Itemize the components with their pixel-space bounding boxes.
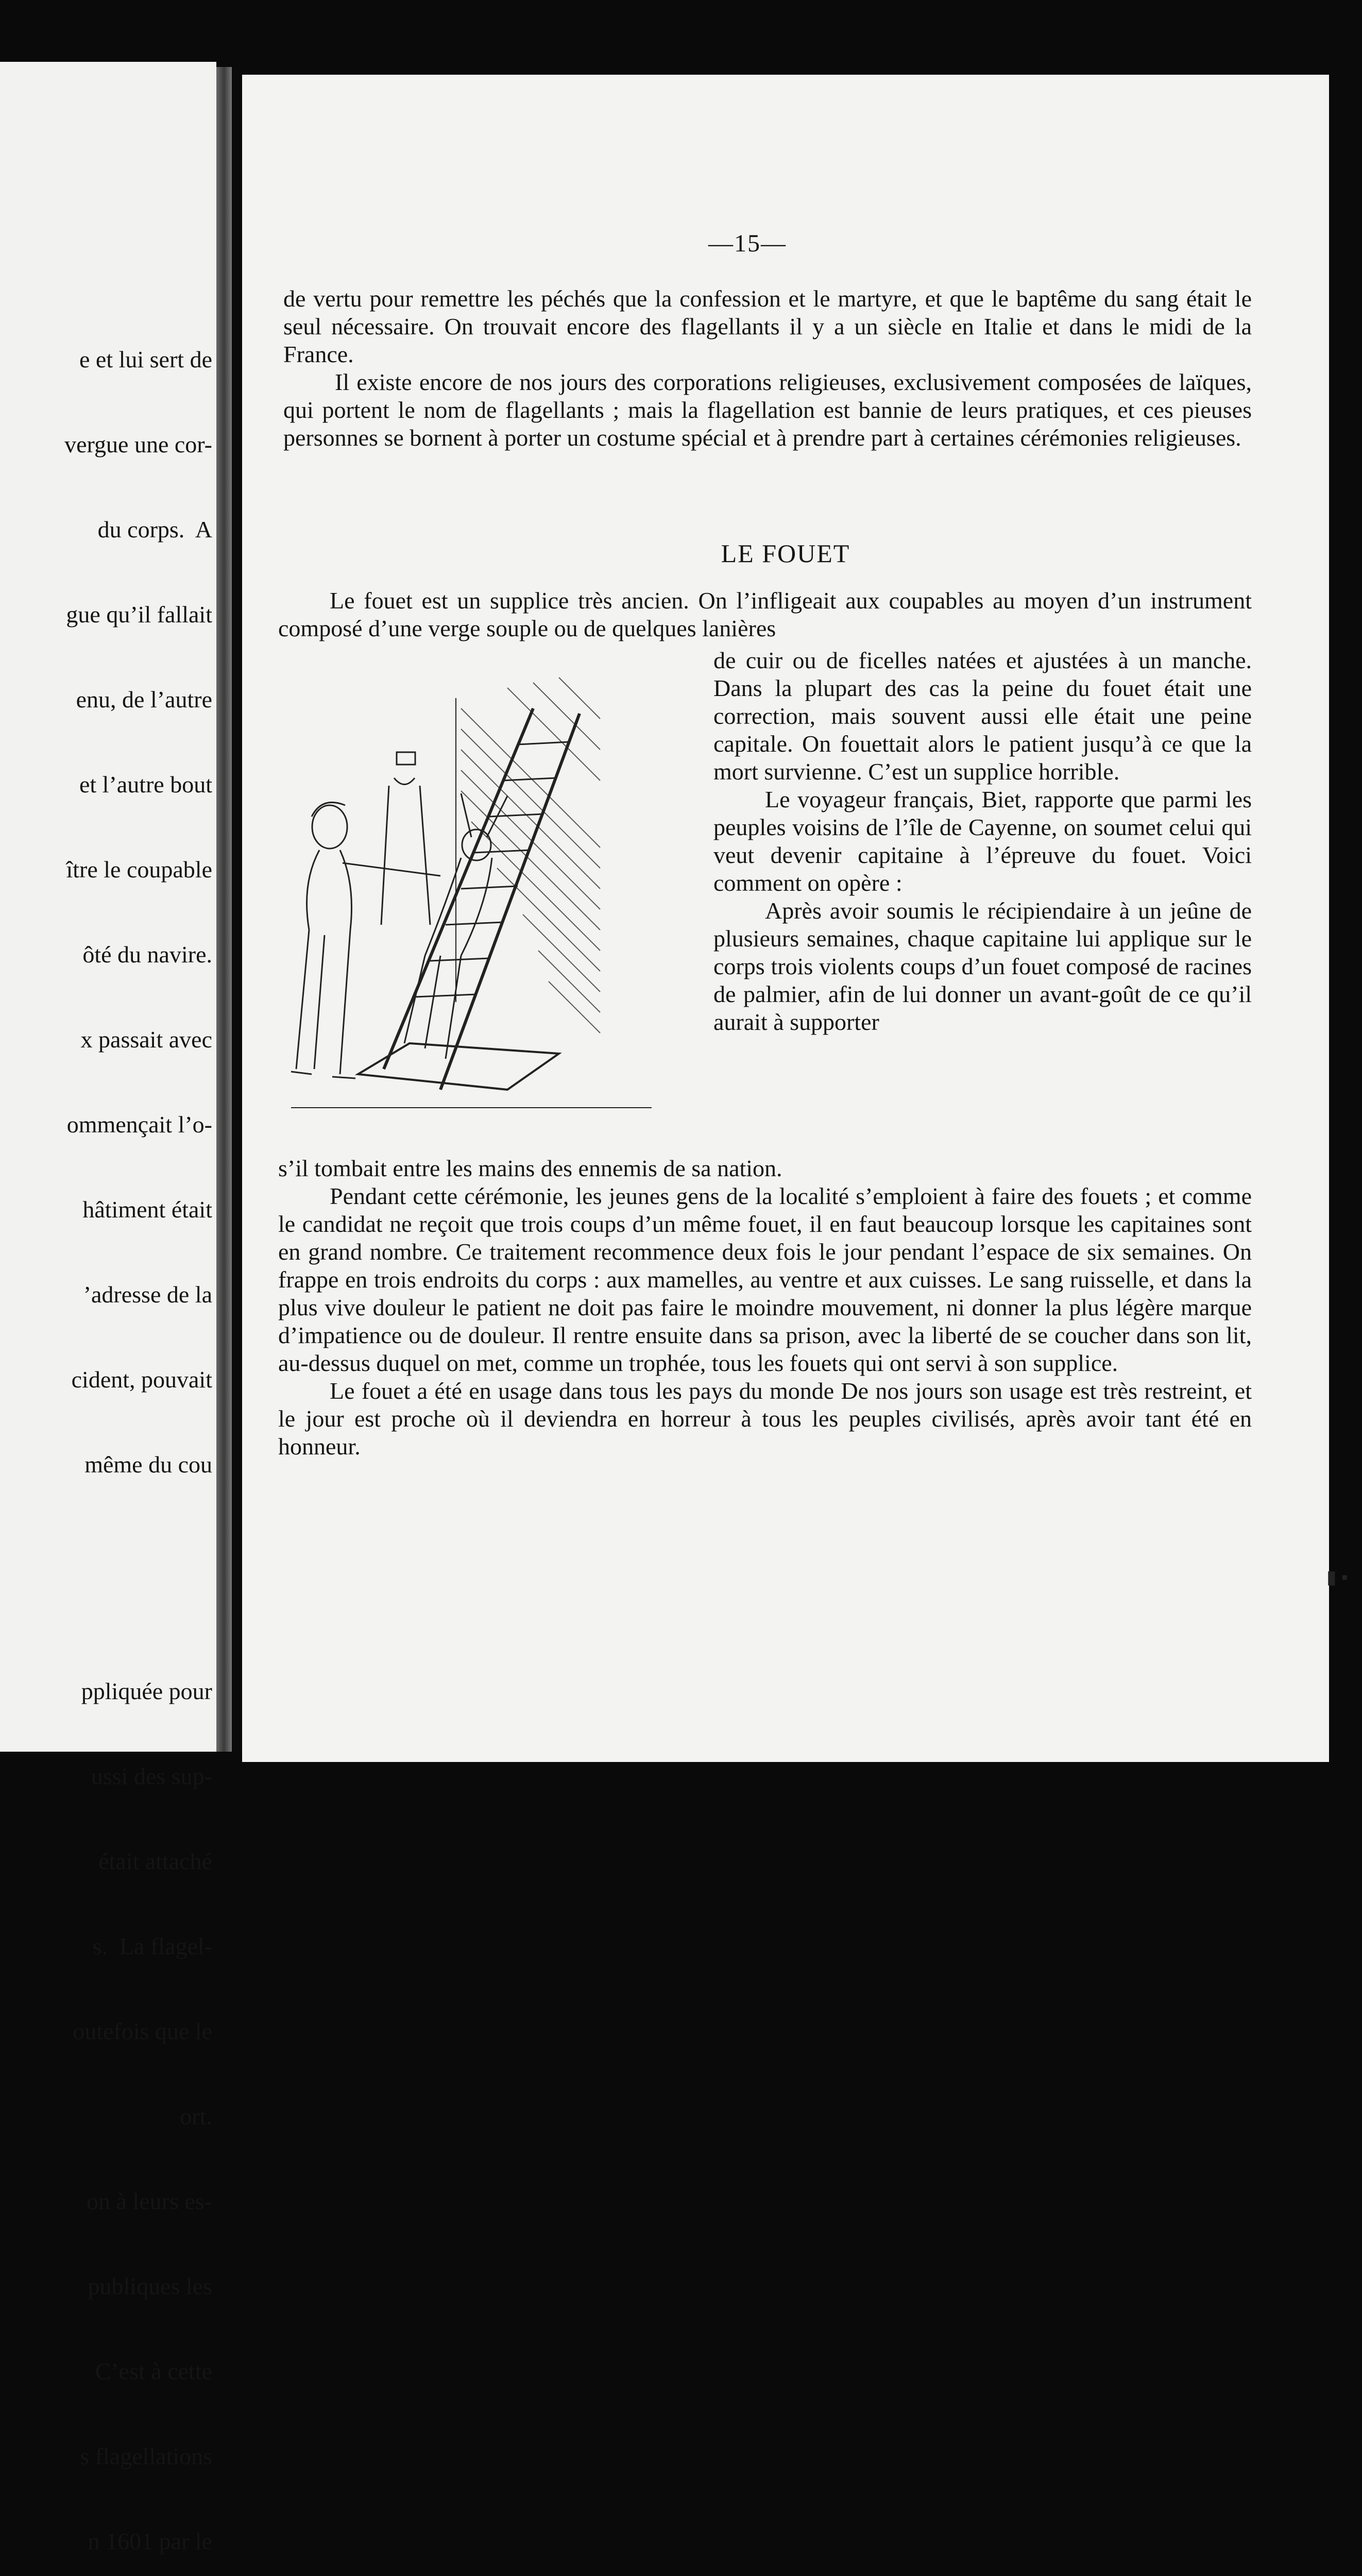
paragraph-usage: Le fouet a été en usage dans tous les pays du monde De nos jours son usage est très restreint, et le jour est proche où il deviendra en horreur à tous les peuples civilisés, après avoir tant été en honneur. [278,1378,1252,1460]
paragraph-recipiendaire: Après avoir soumis le récipiendaire à un jeûne de plusieurs semaines, chaque capitaine lui applique sur le corps trois violents coups d’un fouet composé de racines de palmier, afin de lui donner un avant-goût de ce qu’il aurait à supporter [713,897,1252,1035]
left-line: ître le coupable [66,856,212,883]
opening-text [283,285,1252,452]
section-heading: LE FOUET [721,539,850,568]
book-spine [216,67,232,1752]
page-number: —15— [708,230,787,257]
left-line: même du cou [84,1451,212,1478]
left-line: s flagellations [80,2443,212,2469]
paragraph-ceremonie: Pendant cette cérémonie, les jeunes gens de la localité s’emploient à faire des fouets ; et comme le candidat ne reçoit que trois coups d’un même fouet, il en faut beaucoup lorsque les capitaines sont en grand nombre. Ce traitement recommence deux fois le jour pendant l’espace de six semaines. On frappe en trois endroits du corps : aux mamelles, au ventre et aux cuisses. Le sang ruisselle, et dans la plus vive douleur le patient ne doit pas faire le moindre mouvement, ni donner la plus légère marque d’impatience ou de douleur. Il rentre ensuite dans sa prison, avec la liberté de se coucher dans son lit, au-dessus duquel on met, comme un trophée, tous les fouets qui ont servi à son supplice. [278,1183,1252,1376]
left-line: outefois que le [73,2018,212,2044]
left-line: ort. [180,2103,212,2129]
flogging-illustration [291,667,731,1136]
page-edge-specks: ▮ ▪ [1326,1567,1348,1587]
left-line: du corps. A [97,516,212,543]
left-line: vergue une cor- [64,431,212,457]
left-line: et l’autre bout [79,771,212,798]
left-line: x passait avec [80,1026,212,1053]
left-line: publiques les [88,2273,212,2299]
left-line: ppliquée pour [81,1678,212,1704]
left-line: ommençait l’o- [66,1111,212,1138]
left-line: ussi des sup- [91,1763,212,1789]
right-column-text [713,647,1252,1036]
fouet-intro-paragraph: Le fouet est un supplice très ancien. On l’infligeait aux coupables au moyen d’un instrument composé d’une verge souple ou de quelques lanières [278,587,1252,641]
left-line: on à leurs es- [87,2188,212,2214]
paragraph-instrument: de cuir ou de ficelles natées et ajustées à un manche. Dans la plupart des cas la peine du fouet était une correction, mais souvent aussi elle était une peine capitale. On fouettait alors le patient jusqu’à ce que la mort survienne. C’est un supplice horrible. [713,647,1252,785]
left-line: hâtiment était [82,1196,212,1223]
paragraph-biet: Le voyageur français, Biet, rapporte que parmi les peuples voisins de l’île de Cayenne, on soumet celui qui veut devenir capitaine à l’épreuve du fouet. Voici comment on opère : [713,786,1252,896]
left-line: e et lui sert de [79,346,212,372]
left-page-text [64,289,212,2576]
paragraph-nation: s’il tombait entre les mains des ennemis de sa nation. [278,1155,782,1181]
left-page-fragment [0,62,216,2554]
left-line: ôté du navire. [82,941,212,968]
left-line: cident, pouvait [71,1366,212,1393]
paragraph-corporations: Il existe encore de nos jours des corporations religieuses, exclusivement composées de laïques, qui portent le nom de flagellants ; mais la flagellation est bannie de leurs pratiques, et ces pieuses personnes se bornent à porter un costume spécial et à prendre part à certaines cérémonies religieuses. [283,369,1252,451]
left-line: s. La flagel- [92,1933,212,1959]
left-line: n 1601 par le [88,2528,212,2554]
left-line: était attaché [98,1848,212,1874]
right-page [242,75,1329,1762]
paragraph-continuation: de vertu pour remettre les péchés que la confession et le martyre, et que le baptême du sang était le seul nécessaire. On trouvait encore des flagellants il y a un siècle en Italie et dans le midi de la France. [283,285,1252,367]
left-line: enu, de l’autre [76,686,212,713]
left-line: gue qu’il fallait [66,601,212,628]
left-line: C’est à cette [95,2358,212,2384]
closing-text [278,1155,1252,1461]
left-line: ’adresse de la [83,1281,212,1308]
